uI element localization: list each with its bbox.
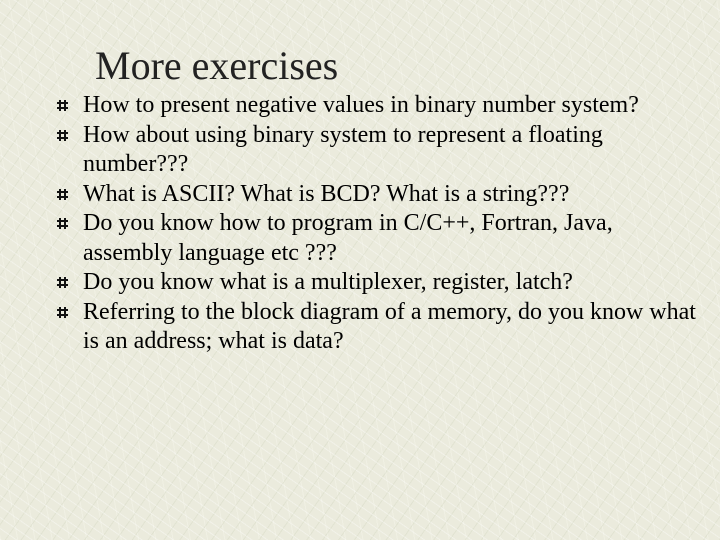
- bullet-text: What is ASCII? What is BCD? What is a string???: [83, 180, 570, 207]
- hash-bullet-icon: [56, 306, 69, 319]
- list-item: [56, 268, 696, 298]
- hash-bullet-icon: [56, 188, 69, 201]
- hash-bullet-icon: [56, 99, 69, 112]
- list-item: [56, 298, 696, 357]
- bullet-text: How about using binary system to represent a floating number???: [83, 121, 603, 177]
- bullet-text: Referring to the block diagram of a memory, do you know what is an address; what is data?: [83, 298, 696, 354]
- hash-bullet-icon: [56, 276, 69, 289]
- bullet-text: How to present negative values in binary number system?: [83, 92, 639, 118]
- hash-bullet-icon: [56, 129, 69, 142]
- bullet-text: Do you know what is a multiplexer, register, latch?: [83, 269, 573, 295]
- list-item: [56, 121, 696, 180]
- slide-title: More exercises: [95, 43, 339, 88]
- list-item: [56, 180, 696, 210]
- list-item: [56, 209, 696, 268]
- bullet-text: Do you know how to program in C/C++, Fortran, Java, assembly language etc ???: [83, 210, 613, 266]
- bullet-list: [56, 91, 696, 357]
- hash-bullet-icon: [56, 217, 69, 230]
- list-item: [56, 91, 696, 121]
